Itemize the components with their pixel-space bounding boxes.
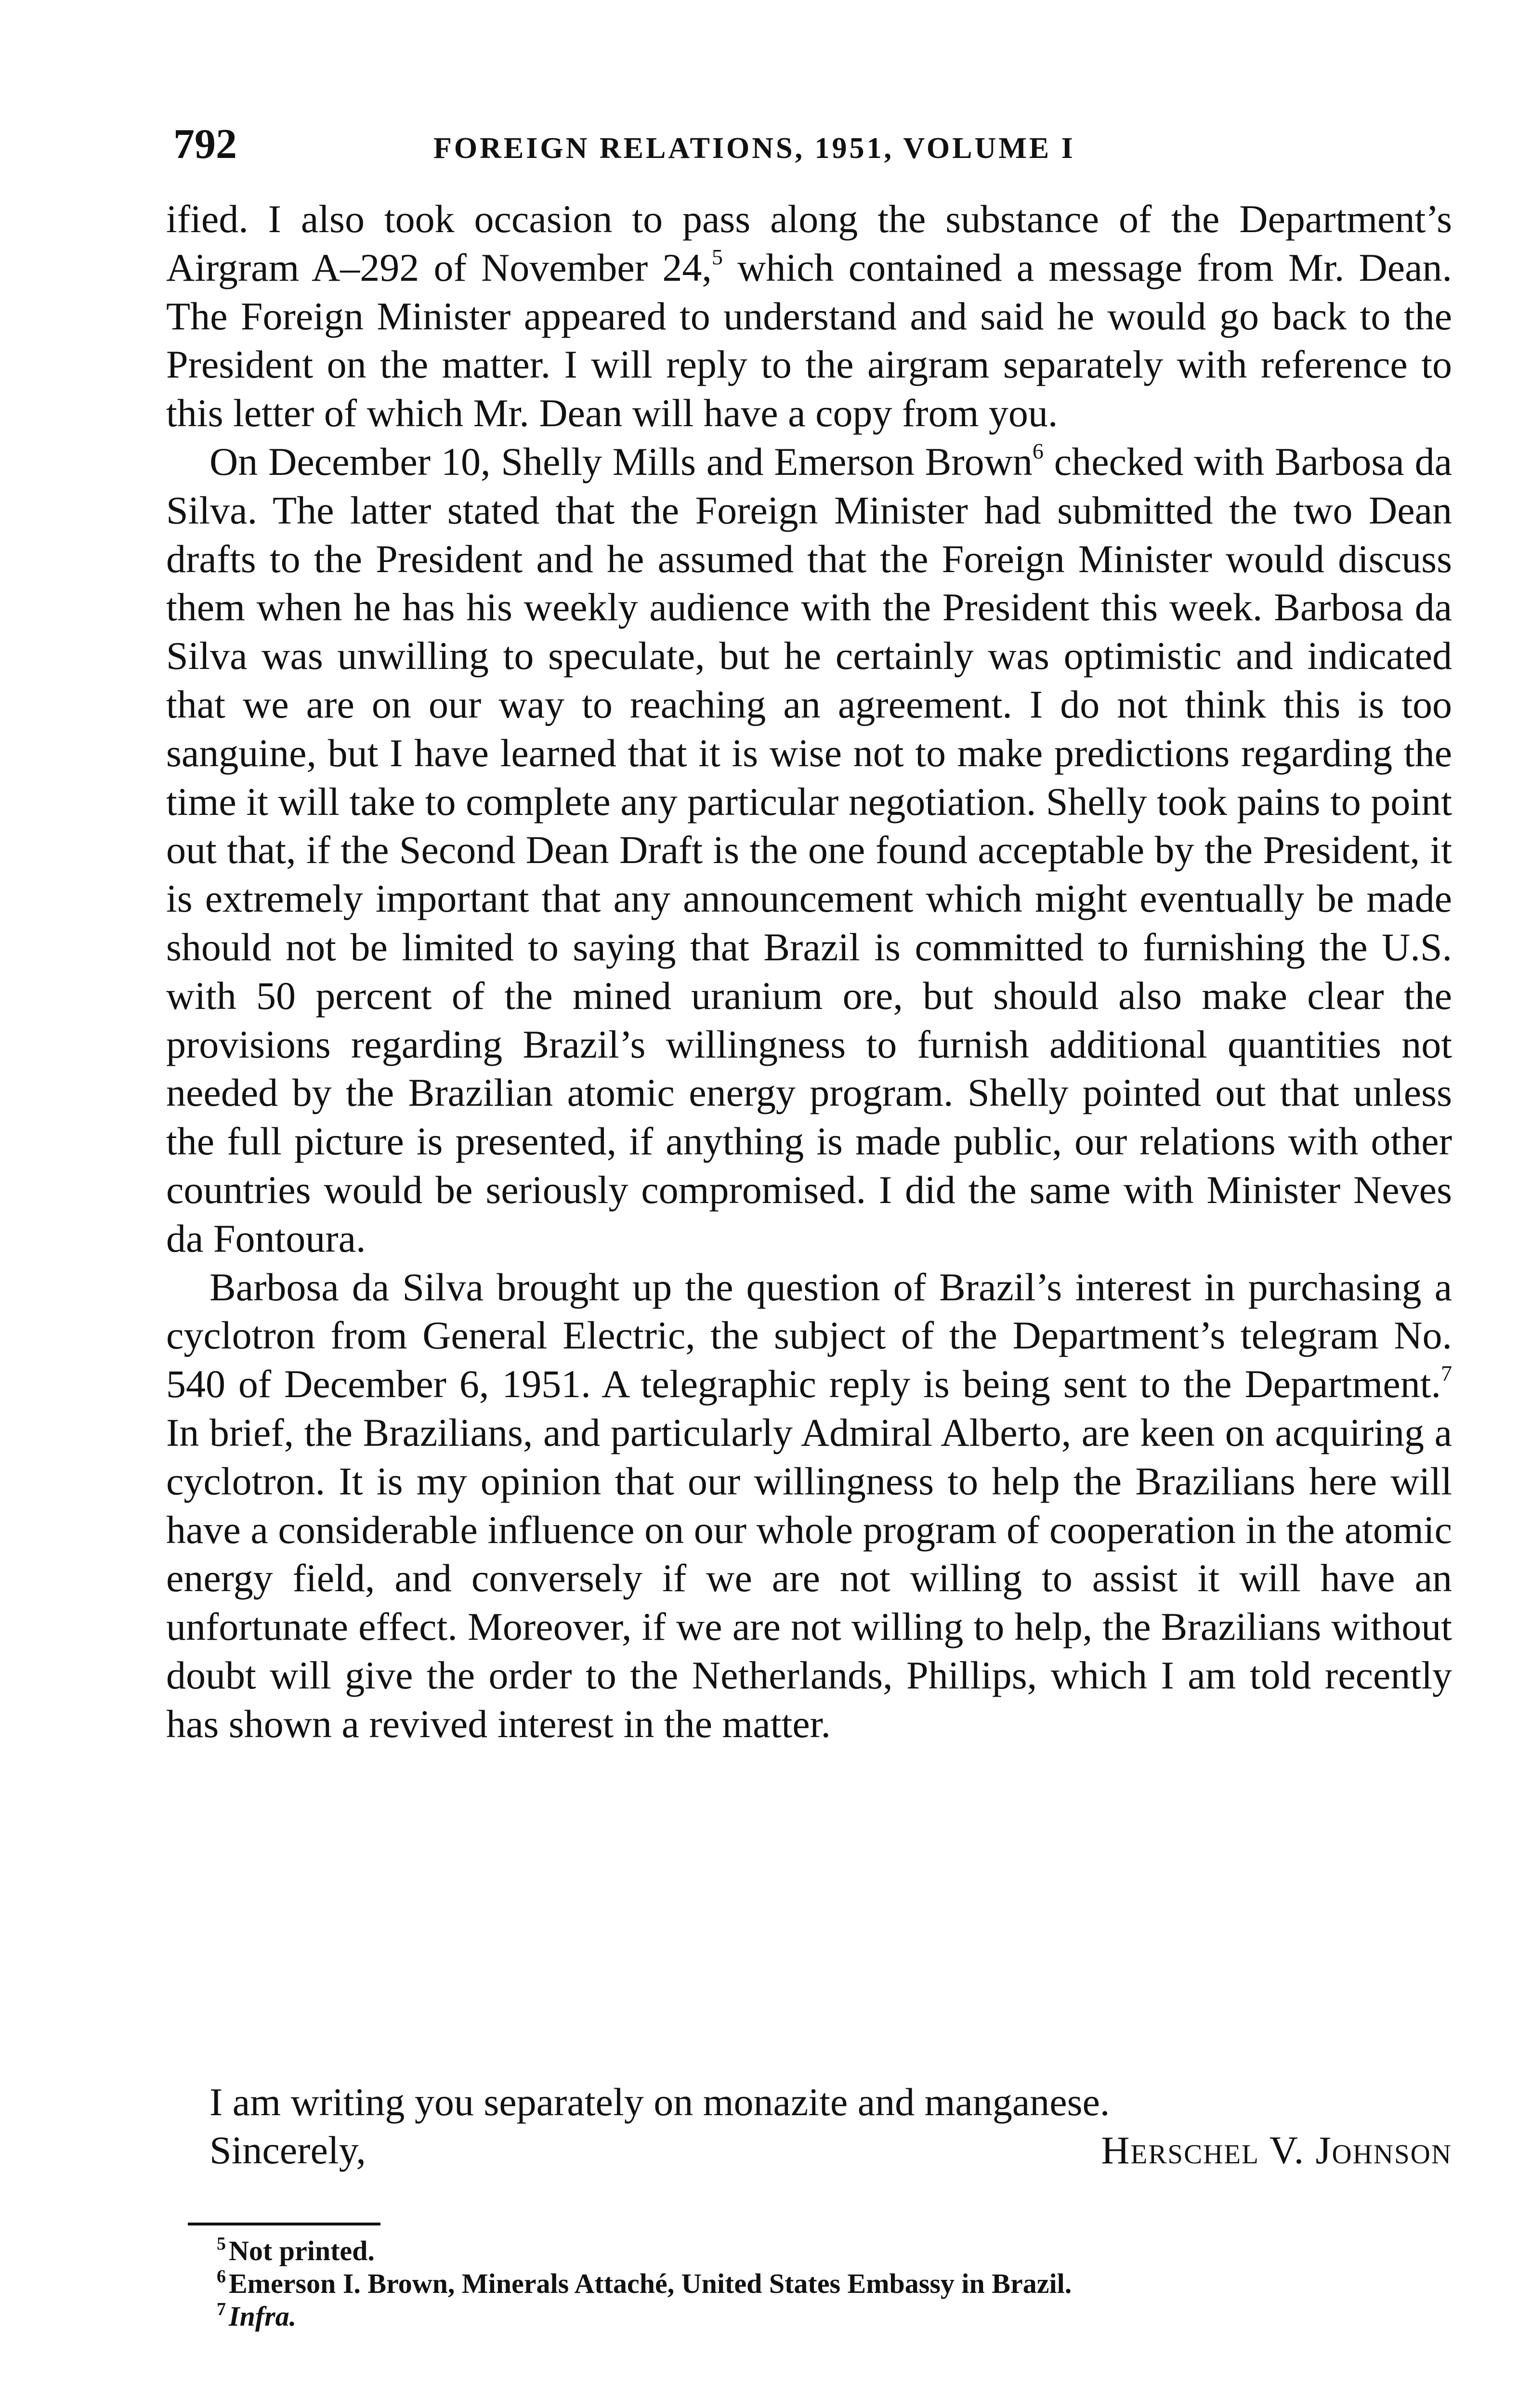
footnote-7 bbox=[217, 2300, 1450, 2333]
letter-body bbox=[166, 195, 1452, 1749]
footnote-mark: 7 bbox=[217, 2299, 226, 2319]
footnote-ref: 5 bbox=[711, 244, 723, 269]
signature: Herschel V. Johnson bbox=[1101, 2128, 1452, 2172]
salutation: Sincerely, bbox=[209, 2128, 366, 2172]
running-head: FOREIGN RELATIONS, 1951, VOLUME I bbox=[433, 132, 1075, 165]
paragraph-text: In brief, the Brazilians, and particularly Admiral Alberto, are keen on acquiring a cyclotron. It is my opinion that our willingness to help the Brazilians here will have a considerable influence on our whole program of cooperation in the atomic energy field, and conversely if we are not willing to assist it will have an unfortunate effect. Moreover, if we are not willing to help, the Brazilians without doubt will give the order to the Netherlands, Phillips, which I am told recently has shown a revived interest in the matter. bbox=[166, 1410, 1452, 1746]
footnote-divider bbox=[188, 2223, 380, 2225]
paragraph-text: ified. I also took occasion to pass along the substance of the Department’s Airgram A–292 of November 24, bbox=[166, 197, 1452, 289]
closing-line: I am writing you separately on monazite and manganese. bbox=[209, 2080, 1110, 2124]
paragraph-text: Barbosa da Silva brought up the question of Brazil’s interest in purchasing a cyclotron from General Electric, the subject of the Department’s telegram No. 540 of December 6, 1951. A telegraphic reply is being sent to the Department. bbox=[166, 1265, 1452, 1406]
footnote-6 bbox=[217, 2267, 1450, 2300]
footnote-text: Not printed. bbox=[229, 2235, 375, 2266]
page-header bbox=[173, 120, 1445, 173]
letter-closing bbox=[166, 2078, 1452, 2174]
page-number: 792 bbox=[173, 121, 237, 168]
footnote-5 bbox=[217, 2235, 1450, 2267]
footnote-mark: 5 bbox=[217, 2234, 226, 2254]
footnote-mark: 6 bbox=[217, 2266, 226, 2287]
footnote-text: Emerson I. Brown, Minerals Attaché, United States Embassy in Brazil. bbox=[229, 2268, 1072, 2299]
paragraph-text: which contained a message from Mr. Dean. The Foreign Minister appeared to understand and said he would go back to the President on the matter. I will reply to the airgram separately with reference to this letter of which Mr. Dean will have a copy from you. bbox=[166, 245, 1452, 435]
paragraph-text: checked with Barbosa da Silva. The latter stated that the Foreign Minister had submitted the two Dean drafts to the President and he assumed that the Foreign Minister would discuss them when he has his weekly audience with the President this week. Barbosa da Silva was unwilling to speculate, but he certainly was optimistic and indicated that we are on our way to reaching an agreement. I do not think this is too sanguine, but I have learned that it is wise not to make predictions regarding the time it will take to complete any particular negotiation. Shelly took pains to point out that, if the Second Dean Draft is the one found acceptable by the President, it is extremely important that any announcement which might eventually be made should not be limited to saying that Brazil is committed to furnishing the U.S. with 50 percent of the mined uranium ore, but should also make clear the provisions regarding Brazil’s willingness to furnish additional quantities not needed by the Brazilian atomic energy program. Shelly pointed out that unless the full picture is presented, if anything is made public, our relations with other countries would be seriously compromised. I did the same with Minister Neves da Fontoura. bbox=[166, 439, 1453, 1260]
paragraph-1 bbox=[166, 195, 1452, 438]
footnote-ref: 7 bbox=[1441, 1361, 1452, 1386]
paragraph-3 bbox=[166, 1263, 1452, 1749]
paragraph-text: On December 10, Shelly Mills and Emerson Brown bbox=[209, 439, 1033, 484]
paragraph-2 bbox=[166, 438, 1452, 1263]
footnote-ref: 6 bbox=[1032, 438, 1044, 463]
footnotes bbox=[217, 2235, 1450, 2333]
footnote-text: Infra. bbox=[229, 2301, 297, 2332]
